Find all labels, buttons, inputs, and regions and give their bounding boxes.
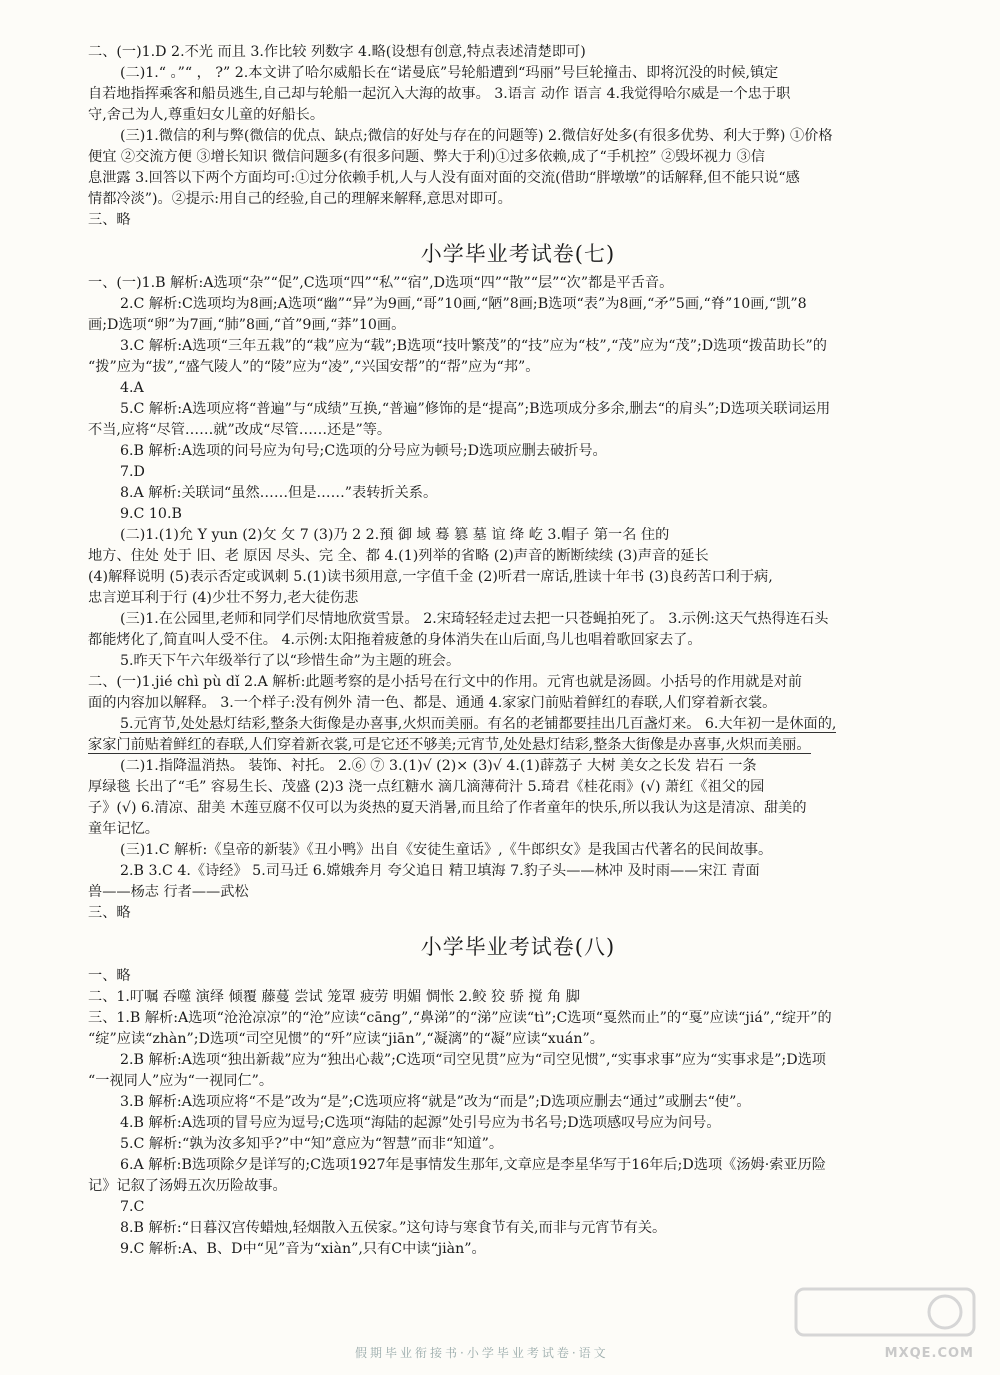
answer-line: 面的内容加以解释。 3.一个样子:没有例外 清一色、都是、通通 4.家家门前贴着鲜红的春联,人们穿着新衣裳。 — [88, 695, 777, 711]
answer-line: 2.B 解析:A选项“独出新裁”应为“独出心裁”;C选项“司空见贯”应为“司空见惯”,“实事求事”应为“实事求是”;D选项 — [120, 1052, 826, 1068]
answer-line: 童年记忆。 — [88, 821, 159, 837]
answer-line: 自若地指挥乘客和船员逃生,自己却与轮船一起沉入大海的故事。 3.语言 动作 语言 4.我觉得哈尔威是一个忠于职 — [88, 86, 791, 102]
section-title: 小学毕业考试卷(七) — [420, 242, 616, 266]
answer-line: 7.C — [120, 1199, 145, 1215]
answer-line: 忠言逆耳利于行 (4)少壮不努力,老大徒伤悲 — [88, 590, 359, 606]
answer-line: 不当,应将“尽管……就”改成“尽管……还是”等。 — [88, 422, 392, 438]
watermark-text: MXQE.COM — [884, 1346, 974, 1361]
answer-line: 二、(一)1.D 2.不光 而且 3.作比较 列数字 4.略(设想有创意,特点表述清楚即可) — [88, 44, 586, 60]
answer-line: 9.C 10.B — [120, 506, 182, 522]
answer-line: 一、(一)1.B 解析:A选项“杂”“促”,C选项“四”“私”“宿”,D选项“四”“散”“层”“次”都是平舌音。 — [88, 275, 674, 291]
answer-line: 三、略 — [88, 212, 131, 228]
answer-line: 三、略 — [88, 905, 131, 921]
answer-line: (二)1.“ 。”“ ， ?” 2.本文讲了哈尔威船长在“诺曼底”号轮船遭到“玛丽”号巨轮撞击、即将沉没的时候,镇定 — [120, 65, 779, 81]
answer-line: 地方、住处 处于 旧、老 原因 尽头、完 全、都 4.(1)列举的省略 (2)声音的断断续续 (3)声音的延长 — [88, 548, 709, 564]
answer-line: 5.C 解析:“孰为汝多知乎?”中“知”意应为“智慧”而非“知道”。 — [120, 1136, 504, 1152]
answer-line: 情都冷淡”)。②提示:用自己的经验,自己的理解来解释,意思对即可。 — [88, 191, 512, 207]
answer-line: 都能烤化了,简直叫人受不住。 4.示例:太阳拖着疲惫的身体消失在山后面,鸟儿也唱着歌回家去了。 — [88, 632, 702, 648]
answer-line: “绽”应读“zhàn”;D选项“司空见惯”的“歼”应读“jiān”,“凝漓”的“凝”应读“xuán”。 — [88, 1031, 604, 1047]
answer-line: 4.B 解析:A选项的冒号应为逗号;C选项“海陆的起源”处引号应为书名号;D选项感叹号应为问号。 — [120, 1115, 721, 1131]
answer-line: 便宜 ②交流方便 ③增长知识 微信问题多(有很多问题、弊大于利)①过多依赖,成了“手机控” ②毁坏视力 ③信 — [88, 149, 765, 165]
answer-line: 守,舍己为人,尊重妇女儿童的好船长。 — [88, 107, 325, 123]
answer-line: 兽——杨志 行者——武松 — [88, 884, 249, 900]
answer-line: 三、1.B 解析:A选项“沧沧凉凉”的“沧”应读“cāng”,“鼻涕”的“涕”应读“tì”;C选项“戛然而止”的“戛”应读“jiá”,“绽开”的 — [88, 1010, 832, 1026]
answer-line: 二、1.叮嘱 吞噬 演绎 倾覆 藤蔓 尝试 笼罩 疲劳 明媚 惆怅 2.鲛 狡 骄 搅 角 脚 — [88, 989, 580, 1005]
answer-line — [88, 735, 948, 756]
answer-line: (二)1.指降温消热。 装饰、衬托。 2.⑥ ⑦ 3.(1)√ (2)× (3)√ 4.(1)薜荔子 大树 美女之长发 岩石 一条 — [120, 758, 757, 774]
section-title: 小学毕业考试卷(八) — [420, 935, 616, 959]
answer-line: (三)1.在公园里,老师和同学们尽情地欣赏雪景。 2.宋琦轻轻走过去把一只苍蝇拍死了。 3.示例:这天气热得连石头 — [120, 611, 829, 627]
answer-line: 3.B 解析:A选项应将“不是”改为“是”;C选项应将“就是”改为“而是”;D选项应删去“通过”或删去“使”。 — [120, 1094, 751, 1110]
answer-line: 4.A — [120, 380, 144, 396]
answer-line: 厚绿毯 长出了“毛” 容易生长、茂盛 (2)3 浇一点红糖水 滴几滴薄荷汁 5.琦君《桂花雨》(√) 萧红《祖父的园 — [88, 779, 765, 795]
answer-line: 二、(一)1.jié chì pù dǐ 2.A 解析:此题考察的是小括号在行文中的作用。元宵也就是汤圆。小括号的作用就是对前 — [88, 674, 803, 690]
answer-line: 8.A 解析:关联词“虽然……但是……”表转折关系。 — [120, 485, 438, 501]
answer-line: (二)1.(1)允 Y yun (2)攵 攵 7 (3)乃 2 2.預 御 域 蓦 篡 墓 谊 绛 屹 3.帽子 第一名 住的 — [120, 527, 670, 543]
answer-line: 记》记叙了汤姆五次历险故事。 — [88, 1178, 287, 1194]
answer-line: 画;D选项“卵”为7画,“肺”8画,“首”9画,“莽”10画。 — [88, 317, 406, 333]
answer-line: 8.B 解析:“日暮汉宫传蜡烛,轻烟散入五侯家。”这句诗与寒食节有关,而非与元宵节有关。 — [120, 1220, 667, 1236]
answer-line: 5.昨天下午六年级举行了以“珍惜生命”为主题的班会。 — [120, 653, 461, 669]
answer-line: 2.B 3.C 4.《诗经》 5.司马迁 6.嫦娥奔月 夸父追日 精卫填海 7.豹子头——林冲 及时雨——宋江 青面 — [120, 863, 760, 879]
answer-line: 6.A 解析:B选项除夕是详写的;C选项1927年是事情发生那年,文章应是李星华写于16年后;D选项《汤姆·索亚历险 — [120, 1157, 826, 1173]
underlined-text: 5.元宵节,处处悬灯结彩,整条大街像是办喜事,火炽而美丽。有名的老铺都要挂出几百盏灯来。 6.大年初一是休面的, — [120, 716, 837, 732]
answer-line: (三)1.微信的利与弊(微信的优点、缺点;微信的好处与存在的问题等) 2.微信好处多(有很多优势、利大于弊) ①价格 — [120, 128, 833, 144]
answer-line — [88, 714, 948, 735]
answer-line: (三)1.C 解析:《皇帝的新装》《丑小鸭》出自《安徒生童话》,《牛郎织女》是我国古代著名的民间故事。 — [120, 842, 773, 858]
answer-line: 子》(√) 6.清凉、甜美 木莲豆腐不仅可以为炎热的夏天消暑,而且给了作者童年的快乐,所以我认为这是清凉、甜美的 — [88, 800, 807, 816]
answer-line: 2.C 解析:C选项均为8画;A选项“幽”“异”为9画,“哥”10画,“陋”8画;B选项“表”为8画,“矛”5画,“脊”10画,“凯”8 — [120, 296, 807, 312]
answer-line: “一视同人”应为“一视同仁”。 — [88, 1073, 274, 1089]
answer-line: 9.C 解析:A、B、D中“见”音为“xiàn”,只有C中读“jiàn”。 — [120, 1241, 486, 1257]
answer-line: 7.D — [120, 464, 145, 480]
answer-line: 一、略 — [88, 968, 131, 984]
answer-line: 6.B 解析:A选项的问号应为句号;C选项的分号应为顿号;D选项应删去破折号。 — [120, 443, 607, 459]
answer-line: (4)解释说明 (5)表示否定或讽刺 5.(1)读书须用意,一字值千金 (2)听君一席话,胜读十年书 (3)良药苦口利于病, — [88, 569, 773, 585]
page-footer: 假期毕业衔接书·小学毕业考试卷·语文 — [355, 1346, 609, 1360]
answer-line: 5.C 解析:A选项应将“普遍”与“成绩”互换,“普遍”修饰的是“提高”;B选项成分多余,删去“的肩头”;D选项关联词运用 — [120, 401, 831, 417]
answer-line: 息泄露 3.回答以下两个方面均可:①过分依赖手机,人与人没有面对面的交流(借助“胖墩墩”的话解释,但不能只说“感 — [88, 170, 800, 186]
answer-content — [88, 42, 948, 1260]
underlined-text: 家家门前贴着鲜红的春联,人们穿着新衣裳,可是它还不够美;元宵节,处处悬灯结彩,整条大街像是办喜事,火炽而美丽。 — [88, 737, 811, 753]
answer-line: “拨”应为“拔”,“盛气陵人”的“陵”应为“凌”,“兴国安帮”的“帮”应为“邦”。 — [88, 359, 540, 375]
answer-line: 3.C 解析:A选项“三年五栽”的“栽”应为“载”;B选项“技叶繁茂”的“技”应为“枝”,“茂”应为“茂”;D选项“拨苗助长”的 — [120, 338, 827, 354]
